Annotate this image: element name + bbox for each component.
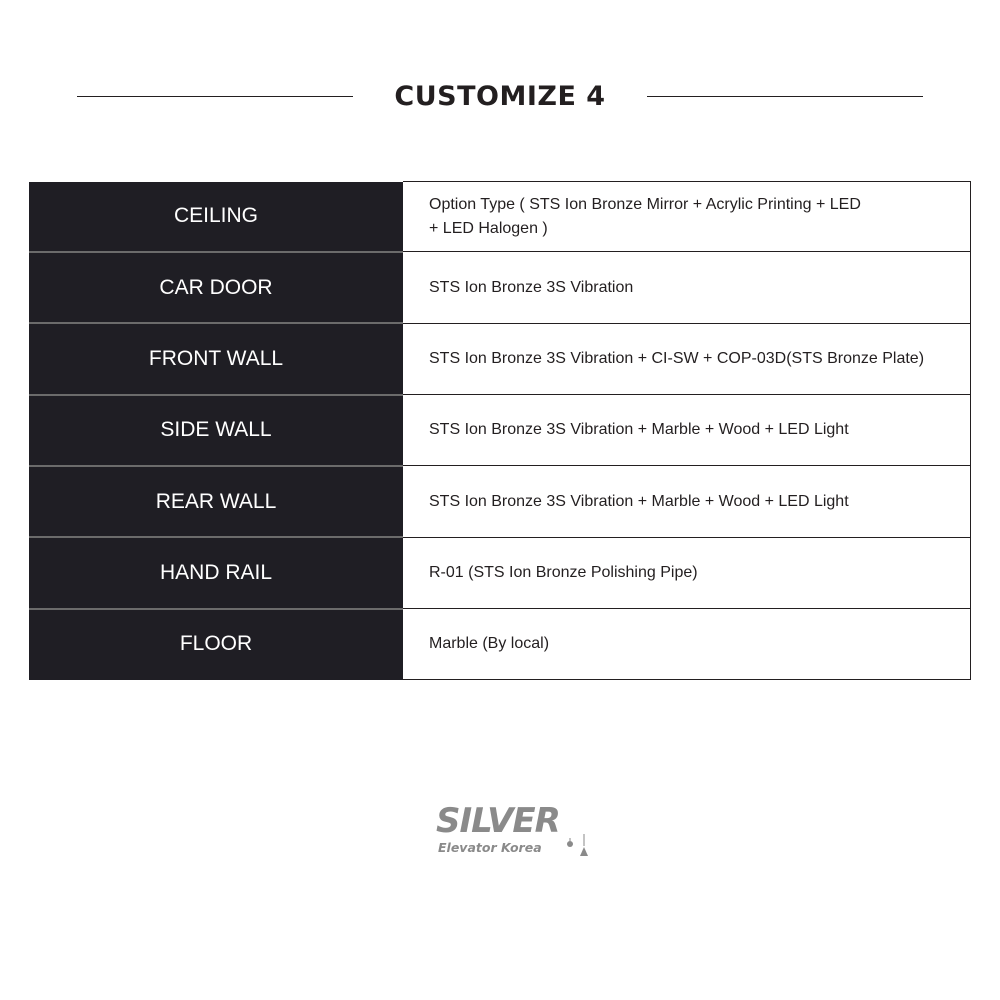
logo-mark-icon xyxy=(562,834,592,858)
row-label-ceiling: CEILING xyxy=(29,182,403,252)
title-divider-left xyxy=(77,96,353,97)
row-value-rear-wall: STS Ion Bronze 3S Vibration + Marble + Wood + LED Light xyxy=(403,466,971,537)
page-header xyxy=(0,76,1000,118)
table-row xyxy=(29,466,971,537)
row-value-side-wall: STS Ion Bronze 3S Vibration + Marble + Wood + LED Light xyxy=(403,395,971,466)
table-row xyxy=(29,609,971,680)
row-label-side-wall: SIDE WALL xyxy=(29,395,403,466)
row-value-floor: Marble (By local) xyxy=(403,609,971,680)
row-label-floor: FLOOR xyxy=(29,609,403,680)
table-row xyxy=(29,182,971,252)
spec-table xyxy=(29,181,971,680)
page-title: CUSTOMIZE 4 xyxy=(394,81,606,112)
row-value-car-door: STS Ion Bronze 3S Vibration xyxy=(403,252,971,323)
logo-subtitle: Elevator Korea xyxy=(438,840,542,855)
row-label-hand-rail: HAND RAIL xyxy=(29,537,403,608)
table-row xyxy=(29,252,971,323)
row-label-rear-wall: REAR WALL xyxy=(29,466,403,537)
row-label-car-door: CAR DOOR xyxy=(29,252,403,323)
row-value-front-wall: STS Ion Bronze 3S Vibration + CI-SW + COP-03D(STS Bronze Plate) xyxy=(403,323,971,394)
table-row xyxy=(29,323,971,394)
row-value-ceiling: Option Type ( STS Ion Bronze Mirror + Acrylic Printing + LED + LED Halogen ) xyxy=(403,182,971,252)
title-divider-right xyxy=(647,96,923,97)
row-label-front-wall: FRONT WALL xyxy=(29,323,403,394)
table-row xyxy=(29,395,971,466)
row-value-hand-rail: R-01 (STS Ion Bronze Polishing Pipe) xyxy=(403,537,971,608)
silver-elevator-logo xyxy=(436,800,596,862)
logo-wordmark: SILVER xyxy=(436,801,560,841)
table-row xyxy=(29,537,971,608)
